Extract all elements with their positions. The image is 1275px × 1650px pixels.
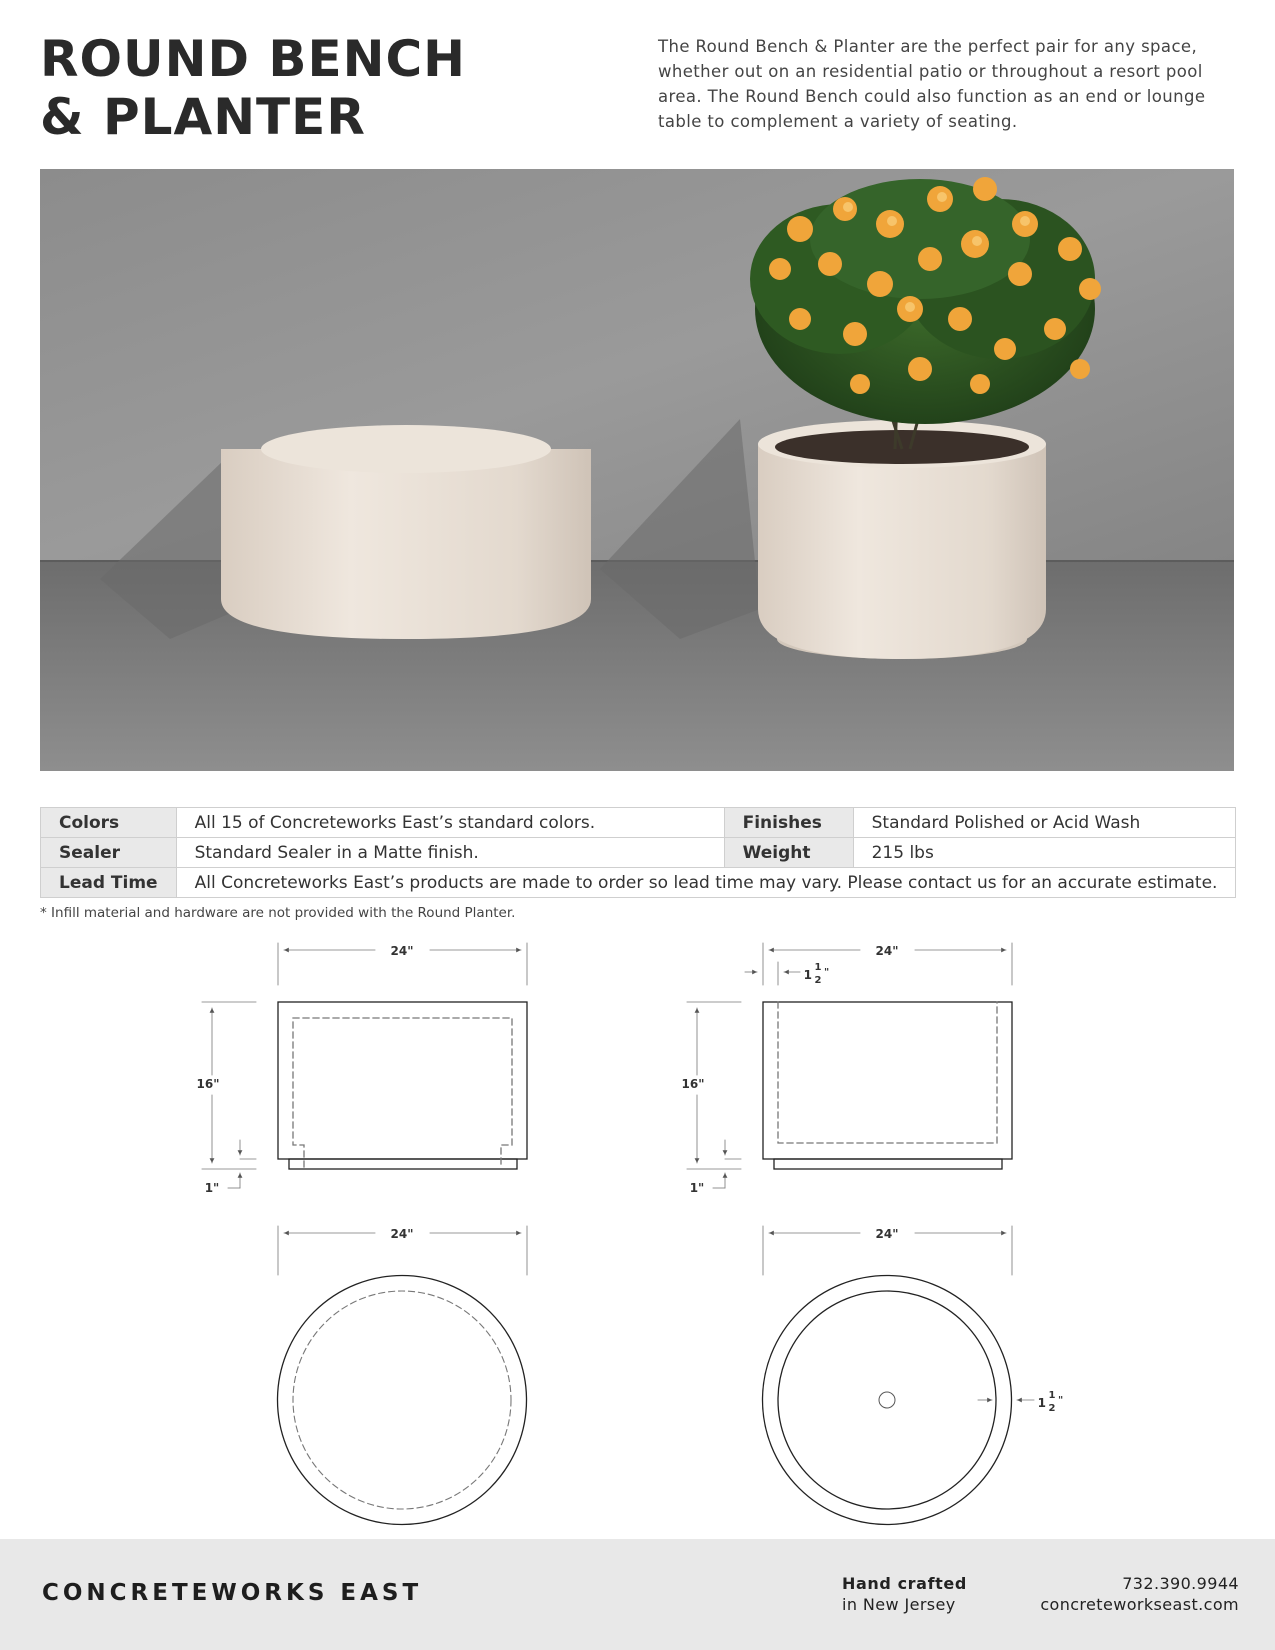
- spec-table: [40, 807, 1236, 898]
- sealer-value: Standard Sealer in a Matte finish.: [176, 838, 724, 868]
- finishes-value: Standard Polished or Acid Wash: [853, 808, 1236, 838]
- planter-plan-wall-label: [1038, 1390, 1064, 1414]
- svg-text:2: 2: [814, 975, 822, 986]
- finishes-label: Finishes: [724, 808, 853, 838]
- svg-text:1: 1: [1048, 1390, 1056, 1401]
- colors-value: All 15 of Concreteworks East’s standard colors.: [176, 808, 724, 838]
- bench-elevation: [278, 1002, 527, 1169]
- sealer-label: Sealer: [41, 838, 177, 868]
- page-title: [40, 30, 466, 146]
- spec-row: [41, 808, 1236, 838]
- bench-base-label: 1": [204, 1181, 220, 1195]
- svg-text:1: 1: [1037, 1396, 1046, 1410]
- round-bench-photo: [221, 425, 591, 639]
- bench-plan: [278, 1276, 527, 1525]
- spec-row: [41, 838, 1236, 868]
- tagline: [842, 1573, 967, 1615]
- title-line-2: & PLANTER: [40, 88, 366, 146]
- svg-text:": ": [824, 967, 830, 978]
- planter-wall-label: [804, 962, 830, 986]
- phone-number: 732.390.9944: [1122, 1574, 1239, 1593]
- weight-label: Weight: [724, 838, 853, 868]
- planter-plan: [763, 1276, 1012, 1525]
- intro-paragraph: The Round Bench & Planter are the perfect pair for any space, whether out on an residential patio or throughout a resort pool area. The Round Bench could also function as an end or lounge table to complement a variety of seating.: [658, 37, 1206, 131]
- planter-base-label: 1": [689, 1181, 705, 1195]
- website-link[interactable]: concreteworkseast.com: [1040, 1595, 1239, 1614]
- contact-info: [1040, 1573, 1239, 1615]
- title-line-1: ROUND BENCH: [40, 30, 467, 88]
- tagline-location: in New Jersey: [842, 1595, 956, 1614]
- weight-value: 215 lbs: [853, 838, 1236, 868]
- brand-logo: CONCRETEWORKS EAST: [42, 1580, 423, 1606]
- svg-text:2: 2: [1048, 1403, 1056, 1414]
- lead-time-label: Lead Time: [41, 868, 177, 898]
- bench-height-label: 16": [196, 1077, 220, 1091]
- planter-width-label: 24": [875, 944, 899, 958]
- bench-plan-width-label: 24": [390, 1227, 414, 1241]
- technical-drawings: [0, 930, 1275, 1530]
- svg-text:1: 1: [814, 962, 822, 973]
- svg-text:": ": [1058, 1395, 1064, 1406]
- planter-elevation: [763, 1002, 1012, 1169]
- spec-row: [41, 868, 1236, 898]
- product-photo: [40, 169, 1234, 771]
- tagline-bold: Hand crafted: [842, 1574, 967, 1593]
- colors-label: Colors: [41, 808, 177, 838]
- infill-note: * Infill material and hardware are not provided with the Round Planter.: [40, 905, 516, 921]
- planter-height-label: 16": [681, 1077, 705, 1091]
- svg-text:1: 1: [803, 968, 812, 982]
- planter-plan-width-label: 24": [875, 1227, 899, 1241]
- footer: [0, 1539, 1275, 1650]
- bench-width-label: 24": [390, 944, 414, 958]
- lead-time-value: All Concreteworks East’s products are made to order so lead time may vary. Please contact us for an accurate estimate.: [176, 868, 1236, 898]
